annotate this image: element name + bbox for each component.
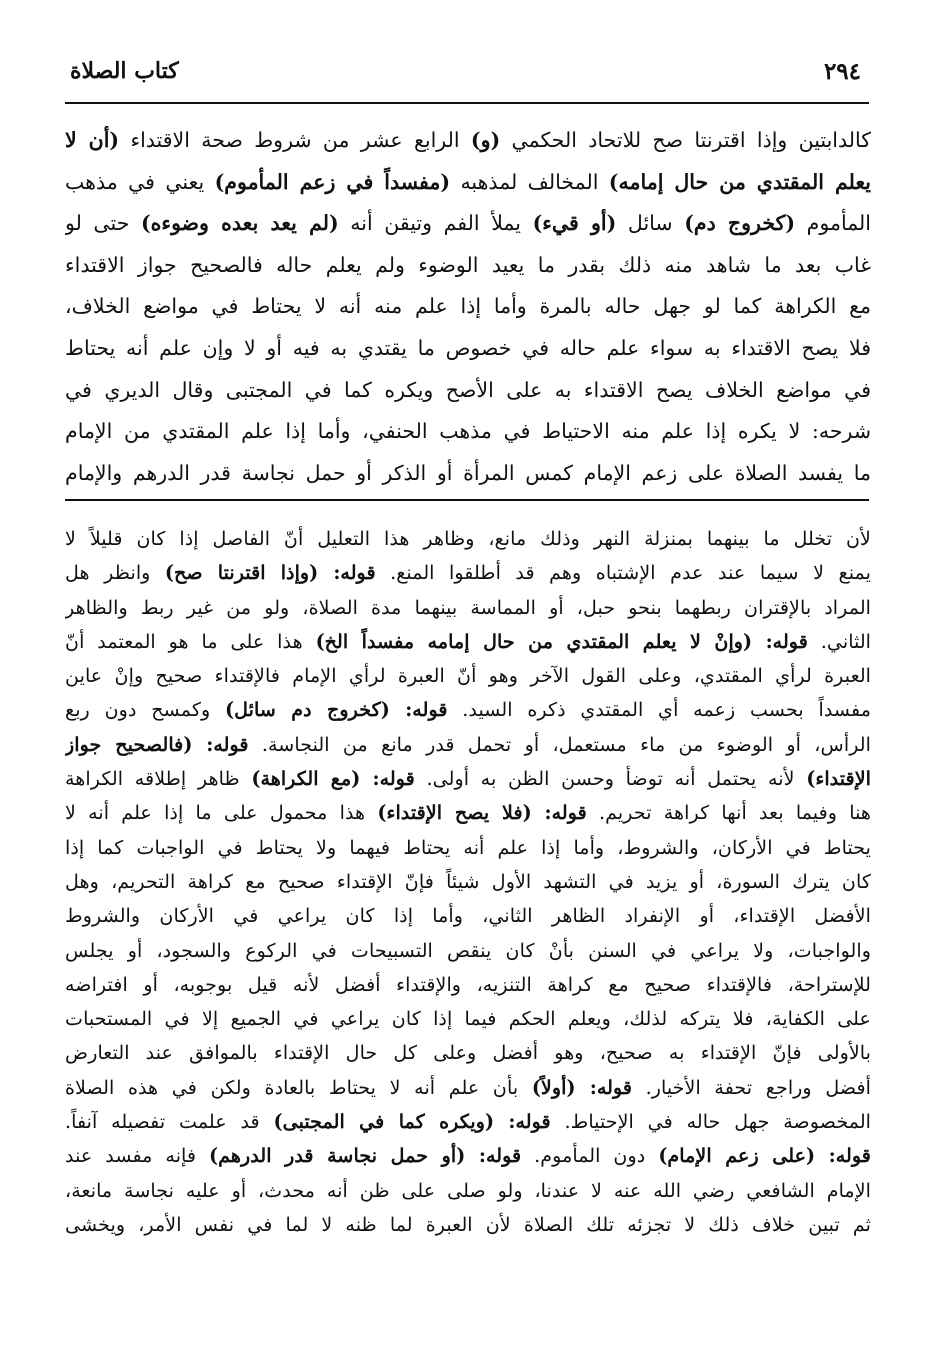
text-segment: الثاني. — [807, 629, 871, 653]
commentary-line — [65, 831, 871, 865]
commentary-line — [65, 1036, 871, 1070]
main-text-line — [65, 203, 871, 245]
text-segment: ظاهر إطلاقه الكراهة — [65, 767, 252, 791]
page-number: ٢٩٤ — [823, 58, 861, 85]
text-segment: ثم تبين خلاف ذلك لا تجزئه تلك الصلاة لأن العبرة لما ظنه لا لما في نفس الأمر، ويخشى — [65, 1212, 871, 1236]
text-segment: الرأس، أو الوضوء من ماء مستعمل، أو تحمل قدر مانع من النجاسة. — [248, 732, 871, 756]
text-segment: حتى لو — [65, 211, 141, 236]
bold-segment: (مفسداً في زعم المأموم) — [214, 169, 451, 194]
text-segment: يعني في مذهب — [65, 169, 215, 194]
text-segment: كالدابتين وإذا اقترنتا صح للاتحاد الحكمي — [500, 128, 871, 152]
commentary-line — [65, 762, 871, 796]
commentary-line — [65, 796, 871, 830]
main-text-line — [65, 245, 871, 287]
commentary-line — [65, 1071, 871, 1105]
text-segment: بأن علم أنه لا يحتاط بالعادة ولكن في هذه الصلاة — [65, 1075, 532, 1099]
bold-segment: (أن لا — [65, 128, 120, 152]
main-text-line — [65, 286, 871, 328]
bold-segment: قوله: (أو حمل نجاسة قدر الدرهم) — [209, 1144, 522, 1168]
bold-segment: (لم يعد بعده وضوءه) — [140, 211, 339, 236]
text-segment: هنا وفيما بعد أنها كراهة تحريم. — [586, 801, 871, 825]
commentary-divider — [65, 499, 869, 501]
text-segment: وانظر هل — [65, 561, 165, 585]
commentary-line — [65, 556, 871, 590]
main-text-line — [65, 120, 871, 162]
commentary-line — [65, 693, 871, 727]
commentary-line — [65, 968, 871, 1002]
commentary-line — [65, 1139, 871, 1173]
text-segment: أفضل وراجع تحفة الأخيار. — [632, 1075, 871, 1099]
bold-segment: قوله: (مع الكراهة) — [251, 767, 415, 791]
text-segment: المأموم — [795, 211, 871, 236]
text-segment: يحتاط في الأركان، والشروط، وأما إذا علم أنه يحتاط فيهما ولا يحتاط في الواجبات كما إذا — [65, 835, 871, 859]
text-segment: سائل — [616, 211, 685, 236]
text-segment: في مواضع الخلاف يصح الاقتداء به على الأصح ويكره كما في المجتبى وقال الديري في — [65, 377, 871, 402]
bold-segment: قوله: (كخروج دم سائل) — [225, 698, 448, 722]
text-segment: مفسداً بحسب زعمه أي المقتدي ذكره السيد. — [447, 698, 871, 722]
main-text-line — [65, 370, 871, 412]
text-segment: الرابع عشر من شروط صحة الاقتداء — [119, 128, 471, 152]
bold-segment: الإقتداء) — [806, 767, 871, 791]
commentary-line — [65, 625, 871, 659]
commentary-line — [65, 865, 871, 899]
commentary-line — [65, 591, 871, 625]
text-segment: بالأولى فإنّ الإقتداء به صحيح، وهو أفضل وعلى كل حال الإقتداء بالموافق عند التعارض — [65, 1041, 871, 1065]
commentary-text — [65, 522, 871, 1242]
text-segment: فإنه مفسد عند — [65, 1144, 210, 1168]
text-segment: على الكفاية، فلا يتركه لذلك، ويعلم الحكم فيما إذا كان يراعي في الجميع إلا في المستحبات — [65, 1007, 871, 1031]
main-text-line — [65, 453, 871, 495]
header-divider — [65, 102, 869, 104]
main-text-line — [65, 411, 871, 453]
bold-segment: (أو قيء) — [532, 211, 617, 236]
text-segment: الإمام الشافعي رضي الله عنه لا عندنا، ولو صلى على ظن أنه محدث، أو عليه نجاسة مانعة، — [65, 1178, 871, 1202]
text-segment: لأنه يحتمل أنه توضأ وحسن الظن به أولى. — [414, 767, 807, 791]
bold-segment: قوله: (أولاً) — [531, 1075, 633, 1099]
bold-segment: قوله: (فلا يصح الإقتداء) — [377, 801, 587, 825]
text-segment: المخالف لمذهبه — [450, 169, 609, 194]
commentary-line — [65, 728, 871, 762]
text-segment: دون المأموم. — [521, 1144, 659, 1168]
text-segment: غاب بعد ما شاهد منه ذلك بقدر ما يعيد الوضوء ولم يعلم حاله فالصحيح جواز الاقتداء — [65, 252, 871, 277]
text-segment: والواجبات، ولا يراعي في السنن بأنْ كان ينقص التسبيحات في الركوع والسجود، أو يجلس — [65, 938, 871, 962]
text-segment: كان يترك السورة، أو يزيد في التشهد الأول شيئاً فإنّ الإقتداء صحيح مع كراهة التحريم، وهل — [65, 869, 871, 893]
text-segment: يملأ الفم وتيقن أنه — [338, 211, 533, 236]
main-text-line — [65, 328, 871, 370]
book-title: كتاب الصلاة — [70, 58, 179, 84]
text-segment: وكمسح دون ربع — [65, 698, 226, 722]
text-segment: فلا يصح الاقتداء به سواء علم حاله في خصوص ما يقتدي به فيه أو لا وإن علم أنه يحتاط — [65, 335, 871, 360]
commentary-line — [65, 522, 871, 556]
commentary-line — [65, 934, 871, 968]
text-segment: هذا على ما هو المعتمد أنّ — [65, 629, 316, 653]
commentary-line — [65, 1002, 871, 1036]
commentary-line — [65, 899, 871, 933]
text-segment: المخصوصة جهل حاله في الإحتياط. — [550, 1110, 871, 1134]
text-segment: شرحه: لا يكره إذا علم منه الاحتياط في مذهب الحنفي، وأما إذا علم المقتدي من الإمام — [65, 419, 871, 444]
commentary-line — [65, 1105, 871, 1139]
text-segment: المراد بالإقتران ربطهما بنحو حبل، أو المماسة بينهما مدة الصلاة، ولو من غير ربط والظاهر — [65, 595, 871, 619]
bold-segment: يعلم المقتدي من حال إمامه) — [608, 169, 871, 194]
bold-segment: قوله: (وإذا اقترنتا صح) — [164, 561, 376, 585]
text-segment: قد علمت تفصيله آنفاً. — [65, 1110, 274, 1134]
bold-segment: قوله: (على زعم الإمام) — [658, 1144, 871, 1168]
bold-segment: قوله: (وإنْ لا يعلم المقتدي من حال إمامه مفسداً الخ) — [315, 629, 808, 653]
text-segment: مع الكراهة كما لو جهل حاله بالمرة وأما إذا علم منه أنه لا يحتاط في مواضع الخلاف، — [65, 294, 871, 319]
commentary-line — [65, 1174, 871, 1208]
commentary-line — [65, 659, 871, 693]
text-segment: للإستراحة، فالإقتداء صحيح مع كراهة التنزيه، والإقتداء أفضل لأنه قيل بوجوبه، أو افتراضه — [65, 972, 871, 996]
text-segment: الأفضل الإقتداء، أو الإنفراد الظاهر الثاني، وأما إذا كان يراعي في الأركان والشروط — [65, 904, 871, 928]
bold-segment: (و) — [470, 128, 501, 152]
text-segment: يمنع لا سيما عند عدم الإشتباه وهم قد أطلقوا المنع. — [375, 561, 871, 585]
main-text — [65, 120, 871, 494]
text-segment: لأن تخلل ما بينهما بمنزلة النهر وذلك مانع، وظاهر هذا التعليل أنّ الفاصل إذا كان قليلاً لا — [65, 527, 871, 550]
bold-segment: (كخروج دم) — [684, 211, 796, 236]
main-text-line — [65, 162, 871, 204]
text-segment: العبرة لرأي المقتدي، وعلى القول الآخر وهو أنّ العبرة لرأي الإمام فالإقتداء صحيح وإنْ عاين — [65, 664, 871, 688]
text-segment: ما يفسد الصلاة على زعم الإمام كمس المرأة أو الذكر أو حمل نجاسة قدر الدرهم والإمام — [65, 460, 871, 485]
commentary-line — [65, 1208, 871, 1242]
text-segment: هذا محمول على ما إذا علم أنه لا — [65, 801, 378, 825]
bold-segment: قوله: (ويكره كما في المجتبى) — [273, 1110, 551, 1134]
bold-segment: قوله: (فالصحيح جواز — [65, 732, 249, 756]
